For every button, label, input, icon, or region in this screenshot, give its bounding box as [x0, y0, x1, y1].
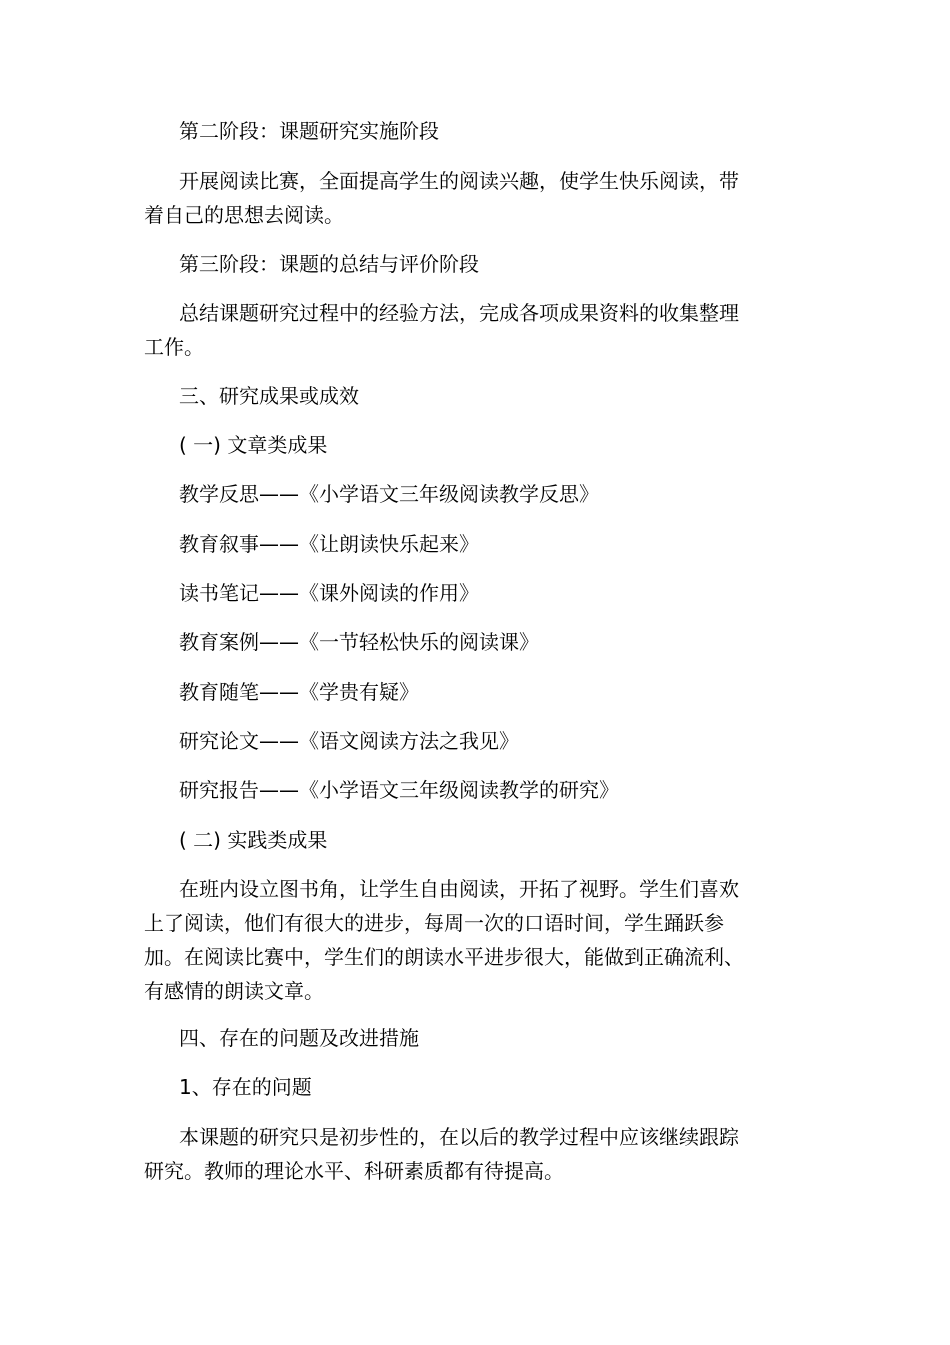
- stage-three-body: [144, 296, 774, 364]
- paragraph-line: 有感情的朗读文章。: [144, 979, 324, 1003]
- paragraph-line: 工作。: [144, 335, 204, 359]
- paragraph-line: 本课题的研究只是初步性的，在以后的教学过程中应该继续跟踪: [179, 1125, 739, 1149]
- subsection-problems-heading: [144, 1070, 774, 1104]
- paragraph-line: 教育叙事——《让朗读快乐起来》: [179, 532, 479, 556]
- paragraph-line: 第二阶段：课题研究实施阶段: [179, 119, 439, 143]
- problems-body: [144, 1120, 774, 1188]
- paragraph-line: 四、存在的问题及改进措施: [179, 1026, 419, 1050]
- paragraph-line: 开展阅读比赛，全面提高学生的阅读兴趣，使学生快乐阅读，带: [179, 169, 739, 193]
- paragraph-line: 教育随笔——《学贵有疑》: [179, 680, 419, 704]
- paragraph-line: 教育案例——《一节轻松快乐的阅读课》: [179, 630, 539, 654]
- paragraph-line: 加。在阅读比赛中，学生们的朗读水平进步很大，能做到正确流利、: [144, 945, 744, 969]
- result-item: [144, 773, 774, 807]
- result-item: [144, 576, 774, 610]
- paragraph-line: 上了阅读，他们有很大的进步，每周一次的口语时间，学生踊跃参: [144, 911, 724, 935]
- paragraph-line: 总结课题研究过程中的经验方法，完成各项成果资料的收集整理: [179, 301, 739, 325]
- paragraph-line: 着自己的思想去阅读。: [144, 203, 344, 227]
- paragraph-line: 三、研究成果或成效: [179, 384, 359, 408]
- paragraph-line: 研究论文——《语文阅读方法之我见》: [179, 729, 519, 753]
- stage-three-heading: [144, 247, 774, 281]
- paragraph-line: 第三阶段：课题的总结与评价阶段: [179, 252, 479, 276]
- paragraph-line: ( 二) 实践类成果: [179, 828, 328, 852]
- section-three-heading: [144, 379, 774, 413]
- result-item: [144, 477, 774, 511]
- result-item: [144, 625, 774, 659]
- section-four-heading: [144, 1021, 774, 1055]
- result-item: [144, 724, 774, 758]
- paragraph-line: 在班内设立图书角，让学生自由阅读，开拓了视野。学生们喜欢: [179, 877, 739, 901]
- paragraph-line: 读书笔记——《课外阅读的作用》: [179, 581, 479, 605]
- practice-results-body: [144, 872, 774, 1008]
- paragraph-line: 教学反思——《小学语文三年级阅读教学反思》: [179, 482, 599, 506]
- subsection-practice-results: [144, 823, 774, 857]
- stage-two-body: [144, 164, 774, 232]
- paragraph-line: 1、存在的问题: [179, 1075, 312, 1099]
- result-item: [144, 527, 774, 561]
- stage-two-heading: [144, 114, 774, 148]
- subsection-article-results: [144, 428, 774, 462]
- paragraph-line: 研究报告——《小学语文三年级阅读教学的研究》: [179, 778, 619, 802]
- result-item: [144, 675, 774, 709]
- paragraph-line: 研究。教师的理论水平、科研素质都有待提高。: [144, 1159, 564, 1183]
- paragraph-line: ( 一) 文章类成果: [179, 433, 328, 457]
